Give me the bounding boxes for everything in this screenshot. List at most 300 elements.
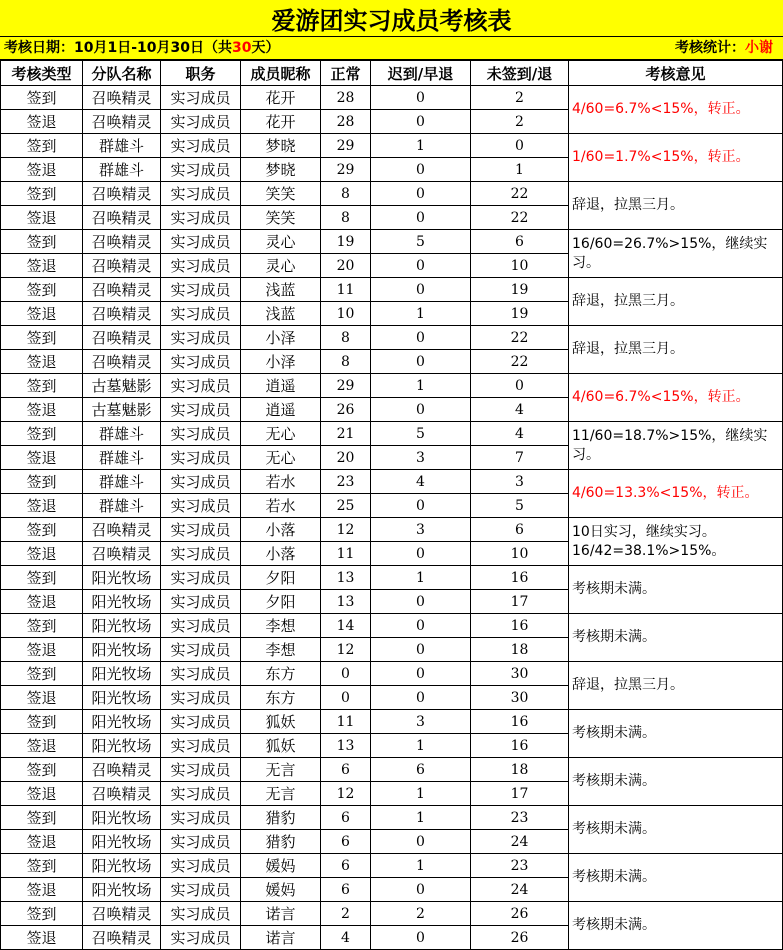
type-cell: 签到 (1, 518, 83, 542)
team-cell: 召唤精灵 (83, 350, 161, 374)
normal-count-cell: 20 (321, 254, 371, 278)
team-cell: 阳光牧场 (83, 734, 161, 758)
absent-count-cell: 16 (471, 734, 569, 758)
normal-count-cell: 13 (321, 734, 371, 758)
role-cell: 实习成员 (161, 590, 241, 614)
type-cell: 签退 (1, 878, 83, 902)
absent-count-cell: 22 (471, 326, 569, 350)
absent-count-cell: 5 (471, 494, 569, 518)
nickname-cell: 李想 (241, 638, 321, 662)
role-cell: 实习成员 (161, 398, 241, 422)
normal-count-cell: 28 (321, 86, 371, 110)
nickname-cell: 东方 (241, 662, 321, 686)
late-count-cell: 6 (371, 758, 471, 782)
remark-cell: 辞退，拉黑三月。 (569, 326, 783, 374)
late-count-cell: 0 (371, 206, 471, 230)
type-cell: 签到 (1, 86, 83, 110)
nickname-cell: 媛妈 (241, 854, 321, 878)
team-cell: 阳光牧场 (83, 686, 161, 710)
absent-count-cell: 1 (471, 158, 569, 182)
late-count-cell: 1 (371, 854, 471, 878)
team-cell: 召唤精灵 (83, 902, 161, 926)
table-row (1, 806, 783, 830)
late-count-cell: 0 (371, 830, 471, 854)
team-cell: 召唤精灵 (83, 230, 161, 254)
late-count-cell: 1 (371, 782, 471, 806)
late-count-cell: 1 (371, 374, 471, 398)
table-row (1, 614, 783, 638)
column-header: 职务 (161, 61, 241, 86)
remark-cell: 1/60=1.7%<15%，转正。 (569, 134, 783, 182)
role-cell: 实习成员 (161, 182, 241, 206)
role-cell: 实习成员 (161, 926, 241, 950)
normal-count-cell: 6 (321, 878, 371, 902)
type-cell: 签退 (1, 542, 83, 566)
late-count-cell: 0 (371, 638, 471, 662)
absent-count-cell: 30 (471, 686, 569, 710)
team-cell: 召唤精灵 (83, 758, 161, 782)
normal-count-cell: 6 (321, 854, 371, 878)
team-cell: 召唤精灵 (83, 518, 161, 542)
team-cell: 古墓魅影 (83, 374, 161, 398)
late-count-cell: 0 (371, 686, 471, 710)
type-cell: 签到 (1, 758, 83, 782)
nickname-cell: 无言 (241, 758, 321, 782)
absent-count-cell: 3 (471, 470, 569, 494)
table-row (1, 662, 783, 686)
remark-cell: 11/60=18.7%>15%，继续实习。 (569, 422, 783, 470)
nickname-cell: 灵心 (241, 230, 321, 254)
nickname-cell: 诺言 (241, 902, 321, 926)
role-cell: 实习成员 (161, 374, 241, 398)
type-cell: 签退 (1, 158, 83, 182)
absent-count-cell: 0 (471, 134, 569, 158)
late-count-cell: 0 (371, 662, 471, 686)
remark-cell: 辞退，拉黑三月。 (569, 278, 783, 326)
normal-count-cell: 28 (321, 110, 371, 134)
type-cell: 签到 (1, 422, 83, 446)
normal-count-cell: 8 (321, 182, 371, 206)
team-cell: 古墓魅影 (83, 398, 161, 422)
nickname-cell: 梦晓 (241, 134, 321, 158)
absent-count-cell: 24 (471, 830, 569, 854)
team-cell: 阳光牧场 (83, 806, 161, 830)
team-cell: 召唤精灵 (83, 278, 161, 302)
absent-count-cell: 23 (471, 854, 569, 878)
late-count-cell: 0 (371, 590, 471, 614)
type-cell: 签到 (1, 806, 83, 830)
nickname-cell: 猎豹 (241, 806, 321, 830)
absent-count-cell: 22 (471, 182, 569, 206)
role-cell: 实习成员 (161, 422, 241, 446)
remark-cell: 考核期未满。 (569, 854, 783, 902)
absent-count-cell: 16 (471, 614, 569, 638)
remark-cell: 4/60=13.3%<15%，转正。 (569, 470, 783, 518)
type-cell: 签退 (1, 302, 83, 326)
nickname-cell: 媛妈 (241, 878, 321, 902)
team-cell: 阳光牧场 (83, 854, 161, 878)
absent-count-cell: 22 (471, 350, 569, 374)
statistician-name: 小谢 (745, 40, 773, 56)
nickname-cell: 猎豹 (241, 830, 321, 854)
period-label: 考核日期： (4, 40, 74, 56)
late-count-cell: 0 (371, 350, 471, 374)
role-cell: 实习成员 (161, 902, 241, 926)
late-count-cell: 1 (371, 806, 471, 830)
role-cell: 实习成员 (161, 782, 241, 806)
normal-count-cell: 20 (321, 446, 371, 470)
normal-count-cell: 6 (321, 758, 371, 782)
type-cell: 签退 (1, 638, 83, 662)
normal-count-cell: 12 (321, 782, 371, 806)
normal-count-cell: 19 (321, 230, 371, 254)
role-cell: 实习成员 (161, 566, 241, 590)
type-cell: 签到 (1, 470, 83, 494)
late-count-cell: 1 (371, 134, 471, 158)
role-cell: 实习成员 (161, 830, 241, 854)
table-row (1, 710, 783, 734)
type-cell: 签到 (1, 230, 83, 254)
normal-count-cell: 12 (321, 518, 371, 542)
late-count-cell: 5 (371, 230, 471, 254)
late-count-cell: 1 (371, 302, 471, 326)
team-cell: 阳光牧场 (83, 710, 161, 734)
column-header: 迟到/早退 (371, 61, 471, 86)
normal-count-cell: 14 (321, 614, 371, 638)
type-cell: 签到 (1, 710, 83, 734)
absent-count-cell: 16 (471, 710, 569, 734)
nickname-cell: 笑笑 (241, 206, 321, 230)
late-count-cell: 1 (371, 734, 471, 758)
late-count-cell: 0 (371, 182, 471, 206)
column-header: 正常 (321, 61, 371, 86)
normal-count-cell: 29 (321, 374, 371, 398)
role-cell: 实习成员 (161, 86, 241, 110)
nickname-cell: 若水 (241, 470, 321, 494)
nickname-cell: 无言 (241, 782, 321, 806)
nickname-cell: 夕阳 (241, 590, 321, 614)
role-cell: 实习成员 (161, 302, 241, 326)
table-row (1, 182, 783, 206)
table-body (1, 86, 783, 950)
remark-cell: 4/60=6.7%<15%，转正。 (569, 86, 783, 134)
late-count-cell: 0 (371, 614, 471, 638)
late-count-cell: 3 (371, 710, 471, 734)
normal-count-cell: 13 (321, 590, 371, 614)
absent-count-cell: 19 (471, 278, 569, 302)
team-cell: 阳光牧场 (83, 638, 161, 662)
table-row (1, 134, 783, 158)
nickname-cell: 小泽 (241, 326, 321, 350)
normal-count-cell: 26 (321, 398, 371, 422)
normal-count-cell: 8 (321, 326, 371, 350)
role-cell: 实习成员 (161, 206, 241, 230)
role-cell: 实习成员 (161, 710, 241, 734)
role-cell: 实习成员 (161, 494, 241, 518)
remark-cell: 辞退，拉黑三月。 (569, 182, 783, 230)
normal-count-cell: 8 (321, 350, 371, 374)
table-row (1, 566, 783, 590)
role-cell: 实习成员 (161, 158, 241, 182)
type-cell: 签到 (1, 902, 83, 926)
normal-count-cell: 25 (321, 494, 371, 518)
remark-cell: 考核期未满。 (569, 710, 783, 758)
table-row (1, 278, 783, 302)
column-header: 成员昵称 (241, 61, 321, 86)
table-row (1, 422, 783, 446)
nickname-cell: 逍遥 (241, 398, 321, 422)
team-cell: 阳光牧场 (83, 830, 161, 854)
team-cell: 群雄斗 (83, 422, 161, 446)
absent-count-cell: 4 (471, 422, 569, 446)
team-cell: 群雄斗 (83, 470, 161, 494)
table-row (1, 86, 783, 110)
role-cell: 实习成员 (161, 638, 241, 662)
period-text-before: 10月1日-10月30日（共 (74, 40, 232, 56)
absent-count-cell: 6 (471, 230, 569, 254)
assessment-period (4, 37, 279, 59)
late-count-cell: 0 (371, 926, 471, 950)
late-count-cell: 2 (371, 902, 471, 926)
type-cell: 签退 (1, 206, 83, 230)
team-cell: 召唤精灵 (83, 926, 161, 950)
absent-count-cell: 22 (471, 206, 569, 230)
column-header: 未签到/退 (471, 61, 569, 86)
team-cell: 召唤精灵 (83, 110, 161, 134)
type-cell: 签到 (1, 662, 83, 686)
remark-cell: 4/60=6.7%<15%，转正。 (569, 374, 783, 422)
column-header: 考核类型 (1, 61, 83, 86)
header-row (1, 61, 783, 86)
team-cell: 召唤精灵 (83, 782, 161, 806)
absent-count-cell: 4 (471, 398, 569, 422)
absent-count-cell: 17 (471, 590, 569, 614)
normal-count-cell: 29 (321, 134, 371, 158)
normal-count-cell: 6 (321, 806, 371, 830)
late-count-cell: 0 (371, 158, 471, 182)
absent-count-cell: 10 (471, 542, 569, 566)
absent-count-cell: 0 (471, 374, 569, 398)
type-cell: 签到 (1, 854, 83, 878)
nickname-cell: 小落 (241, 542, 321, 566)
nickname-cell: 花开 (241, 110, 321, 134)
role-cell: 实习成员 (161, 686, 241, 710)
nickname-cell: 逍遥 (241, 374, 321, 398)
absent-count-cell: 16 (471, 566, 569, 590)
nickname-cell: 若水 (241, 494, 321, 518)
type-cell: 签退 (1, 734, 83, 758)
absent-count-cell: 6 (471, 518, 569, 542)
normal-count-cell: 10 (321, 302, 371, 326)
normal-count-cell: 11 (321, 710, 371, 734)
nickname-cell: 无心 (241, 446, 321, 470)
nickname-cell: 夕阳 (241, 566, 321, 590)
statistician-label: 考核统计： (675, 40, 745, 56)
late-count-cell: 4 (371, 470, 471, 494)
type-cell: 签退 (1, 830, 83, 854)
nickname-cell: 笑笑 (241, 182, 321, 206)
absent-count-cell: 18 (471, 758, 569, 782)
team-cell: 召唤精灵 (83, 206, 161, 230)
absent-count-cell: 23 (471, 806, 569, 830)
team-cell: 阳光牧场 (83, 566, 161, 590)
remark-cell: 10日实习，继续实习。16/42=38.1%>15%。 (569, 518, 783, 566)
team-cell: 阳光牧场 (83, 878, 161, 902)
remark-cell: 考核期未满。 (569, 902, 783, 950)
type-cell: 签退 (1, 590, 83, 614)
role-cell: 实习成员 (161, 662, 241, 686)
late-count-cell: 0 (371, 86, 471, 110)
type-cell: 签到 (1, 614, 83, 638)
type-cell: 签退 (1, 398, 83, 422)
remark-cell: 辞退，拉黑三月。 (569, 662, 783, 710)
type-cell: 签退 (1, 494, 83, 518)
absent-count-cell: 30 (471, 662, 569, 686)
nickname-cell: 东方 (241, 686, 321, 710)
role-cell: 实习成员 (161, 446, 241, 470)
absent-count-cell: 26 (471, 902, 569, 926)
team-cell: 召唤精灵 (83, 182, 161, 206)
late-count-cell: 0 (371, 878, 471, 902)
nickname-cell: 小泽 (241, 350, 321, 374)
remark-cell: 考核期未满。 (569, 806, 783, 854)
team-cell: 群雄斗 (83, 446, 161, 470)
absent-count-cell: 24 (471, 878, 569, 902)
absent-count-cell: 17 (471, 782, 569, 806)
late-count-cell: 3 (371, 518, 471, 542)
nickname-cell: 无心 (241, 422, 321, 446)
role-cell: 实习成员 (161, 806, 241, 830)
role-cell: 实习成员 (161, 758, 241, 782)
nickname-cell: 浅蓝 (241, 278, 321, 302)
type-cell: 签到 (1, 326, 83, 350)
table-row (1, 374, 783, 398)
normal-count-cell: 13 (321, 566, 371, 590)
late-count-cell: 0 (371, 254, 471, 278)
role-cell: 实习成员 (161, 854, 241, 878)
period-days: 30 (232, 40, 252, 56)
absent-count-cell: 2 (471, 86, 569, 110)
type-cell: 签退 (1, 350, 83, 374)
type-cell: 签到 (1, 278, 83, 302)
absent-count-cell: 19 (471, 302, 569, 326)
table-row (1, 758, 783, 782)
table-row (1, 230, 783, 254)
type-cell: 签退 (1, 446, 83, 470)
type-cell: 签退 (1, 110, 83, 134)
info-bar (0, 37, 783, 60)
assessment-table (0, 60, 783, 950)
late-count-cell: 0 (371, 110, 471, 134)
normal-count-cell: 11 (321, 278, 371, 302)
role-cell: 实习成员 (161, 350, 241, 374)
absent-count-cell: 26 (471, 926, 569, 950)
absent-count-cell: 7 (471, 446, 569, 470)
table-row (1, 470, 783, 494)
team-cell: 召唤精灵 (83, 254, 161, 278)
absent-count-cell: 10 (471, 254, 569, 278)
late-count-cell: 3 (371, 446, 471, 470)
normal-count-cell: 11 (321, 542, 371, 566)
remark-cell: 考核期未满。 (569, 758, 783, 806)
team-cell: 召唤精灵 (83, 86, 161, 110)
absent-count-cell: 2 (471, 110, 569, 134)
normal-count-cell: 0 (321, 686, 371, 710)
late-count-cell: 0 (371, 542, 471, 566)
normal-count-cell: 29 (321, 158, 371, 182)
late-count-cell: 0 (371, 326, 471, 350)
table-row (1, 518, 783, 542)
nickname-cell: 狐妖 (241, 734, 321, 758)
nickname-cell: 李想 (241, 614, 321, 638)
nickname-cell: 浅蓝 (241, 302, 321, 326)
normal-count-cell: 0 (321, 662, 371, 686)
team-cell: 阳光牧场 (83, 662, 161, 686)
column-header: 考核意见 (569, 61, 783, 86)
nickname-cell: 灵心 (241, 254, 321, 278)
type-cell: 签到 (1, 374, 83, 398)
role-cell: 实习成员 (161, 470, 241, 494)
role-cell: 实习成员 (161, 518, 241, 542)
normal-count-cell: 8 (321, 206, 371, 230)
nickname-cell: 狐妖 (241, 710, 321, 734)
team-cell: 阳光牧场 (83, 590, 161, 614)
normal-count-cell: 12 (321, 638, 371, 662)
role-cell: 实习成员 (161, 230, 241, 254)
period-text-after: 天） (251, 40, 280, 56)
role-cell: 实习成员 (161, 878, 241, 902)
role-cell: 实习成员 (161, 734, 241, 758)
type-cell: 签退 (1, 782, 83, 806)
remark-cell: 考核期未满。 (569, 614, 783, 662)
role-cell: 实习成员 (161, 614, 241, 638)
sheet-title: 爱游团实习成员考核表 (0, 0, 783, 37)
absent-count-cell: 18 (471, 638, 569, 662)
normal-count-cell: 6 (321, 830, 371, 854)
team-cell: 召唤精灵 (83, 326, 161, 350)
late-count-cell: 0 (371, 494, 471, 518)
late-count-cell: 0 (371, 278, 471, 302)
table-row (1, 326, 783, 350)
table-row (1, 854, 783, 878)
normal-count-cell: 2 (321, 902, 371, 926)
column-header: 分队名称 (83, 61, 161, 86)
type-cell: 签退 (1, 686, 83, 710)
nickname-cell: 梦晓 (241, 158, 321, 182)
late-count-cell: 1 (371, 566, 471, 590)
normal-count-cell: 4 (321, 926, 371, 950)
type-cell: 签到 (1, 182, 83, 206)
team-cell: 召唤精灵 (83, 302, 161, 326)
role-cell: 实习成员 (161, 326, 241, 350)
nickname-cell: 小落 (241, 518, 321, 542)
type-cell: 签到 (1, 134, 83, 158)
role-cell: 实习成员 (161, 542, 241, 566)
normal-count-cell: 21 (321, 422, 371, 446)
late-count-cell: 5 (371, 422, 471, 446)
nickname-cell: 诺言 (241, 926, 321, 950)
team-cell: 召唤精灵 (83, 542, 161, 566)
normal-count-cell: 23 (321, 470, 371, 494)
team-cell: 群雄斗 (83, 134, 161, 158)
role-cell: 实习成员 (161, 134, 241, 158)
role-cell: 实习成员 (161, 110, 241, 134)
team-cell: 群雄斗 (83, 158, 161, 182)
type-cell: 签退 (1, 926, 83, 950)
role-cell: 实习成员 (161, 254, 241, 278)
nickname-cell: 花开 (241, 86, 321, 110)
type-cell: 签退 (1, 254, 83, 278)
